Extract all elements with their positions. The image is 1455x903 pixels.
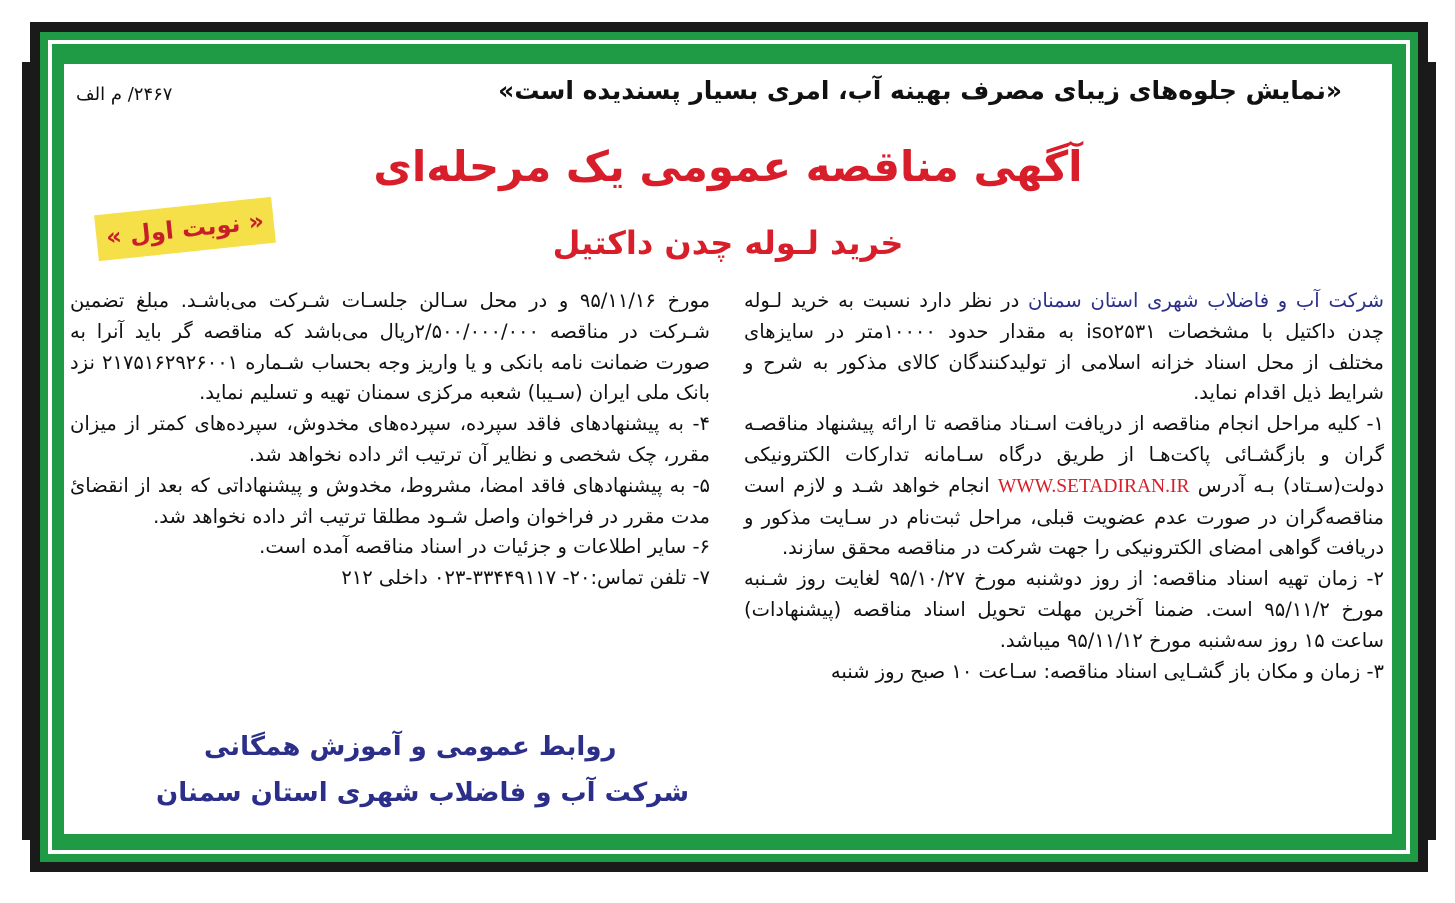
item-3-end: مورخ ۹۵/۱۱/۱۶ و در محل سـالن جلسـات شـرکت می‌باشـد. مبلغ تضمین شـرکت در مناقصه ۲/۵۰۰/۰۰۰/۰۰۰ریال می‌باشد که مناقصه گر باید آنرا به صورت ضمانت نامه بانکی و یا واریز وجه بحساب شـماره ۲۱۷۵۱۶۲۹۲۶۰۰۱ نزد بانک ملی ایران (سـیبا) شعبه مرکزی سمنان تهیه و تسلیم نماید. <box>70 289 710 405</box>
item-2: ۲- زمان تهیه اسناد مناقصه: از روز دوشنبه مورخ ۹۵/۱۰/۲۷ لغایت روز شـنبه مورخ ۹۵/۱۱/۲ است. ضمنا آخرین مهلت تحویل اسناد مناقصه (پیشنهادات) ساعت ۱۵ روز سه‌شنبه مورخ ۹۵/۱۱/۱۲ میباشد. <box>744 567 1384 652</box>
item-5: ۵- به پیشنهادهای فاقد امضا، مشروط، مخدوش و پیشنهاداتی که بعد از انقضائ مدت مقرر در فراخوان واصل شـود مطلقا ترتیب اثر داده نخواهد شد. <box>70 473 710 528</box>
slogan: «نمایش جلوه‌های زیبای مصرف بهینه آب، امری بسیار پسندیده است» <box>498 76 1342 105</box>
item-3-start: ۳- زمان و مکان باز گشـایی اسناد مناقصه: سـاعت ۱۰ صبح روز شنبه <box>830 659 1384 683</box>
signature-company: شرکت آب و فاضلاب شهری استان سمنان <box>156 778 690 808</box>
column-left <box>70 286 710 594</box>
item-6: ۶- سایر اطلاعات و جزئیات در اسناد مناقصه آمده است. <box>259 535 710 559</box>
page-subtitle: خرید لـوله چدن داکتیل <box>552 224 904 262</box>
item-1-text: ۱- کلیه مراحل انجام مناقصه از دریافت اسـناد مناقصه تا ارائه پیشنهاد مناقصـه گران و بازگشـائی پاکت‌هـا از طریق درگاه سـامانه تدارکات الکترونیکی دولت(سـتاد) بـه آدرس <box>744 412 1384 497</box>
item-1 <box>744 409 1384 564</box>
notice-paper <box>64 64 1392 834</box>
signature-department: روابط عمومی و آموزش همگانی <box>204 732 617 762</box>
reference-number: ۲۴۶۷/ م الف <box>76 84 173 105</box>
item-1-text-end: انجام خواهد شـد و لازم است مناقصه‌گران در صورت عدم عضویت قبلی، مراحل ثبت‌نام در سـایت مذکور و دریافت گواهی امضای الکترونیکی را جهت شرکت در مناقصه محقق سازند. <box>744 473 1384 560</box>
column-right <box>744 286 1384 687</box>
intro-paragraph <box>744 286 1384 409</box>
item-4: ۴- به پیشنهادهای فاقد سپرده، سپرده‌های مخدوش، سپرده‌های کمتر از میزان مقرر، چک شخصی و نظایر آن ترتیب اثر داده نخواهد شد. <box>70 412 710 466</box>
website-link[interactable]: WWW.SETADIRAN.IR <box>997 475 1190 497</box>
intro-text: در نظر دارد نسبت به خرید لـوله چدن داکتیل با مشخصات iso۲۵۳۱ به مقدار حدود ۱۰۰۰۰متر در سایزهای مختلف از محل اسناد خزانه اسلامی از تولیدکنندگان کالای مذکور به شرح و شرایط ذیل اقدام نماید. <box>744 289 1384 405</box>
round-badge: « نوبت اول » <box>94 197 276 261</box>
company-name: شرکت آب و فاضلاب شهری استان سمنان <box>1028 289 1384 312</box>
item-7: ۷- تلفن تماس:۲۰- ۳۳۴۴۹۱۱۷-۰۲۳ داخلی ۲۱۲ <box>341 566 710 590</box>
page-title: آگهی مناقصه عمومی یک مرحله‌ای <box>373 142 1083 191</box>
